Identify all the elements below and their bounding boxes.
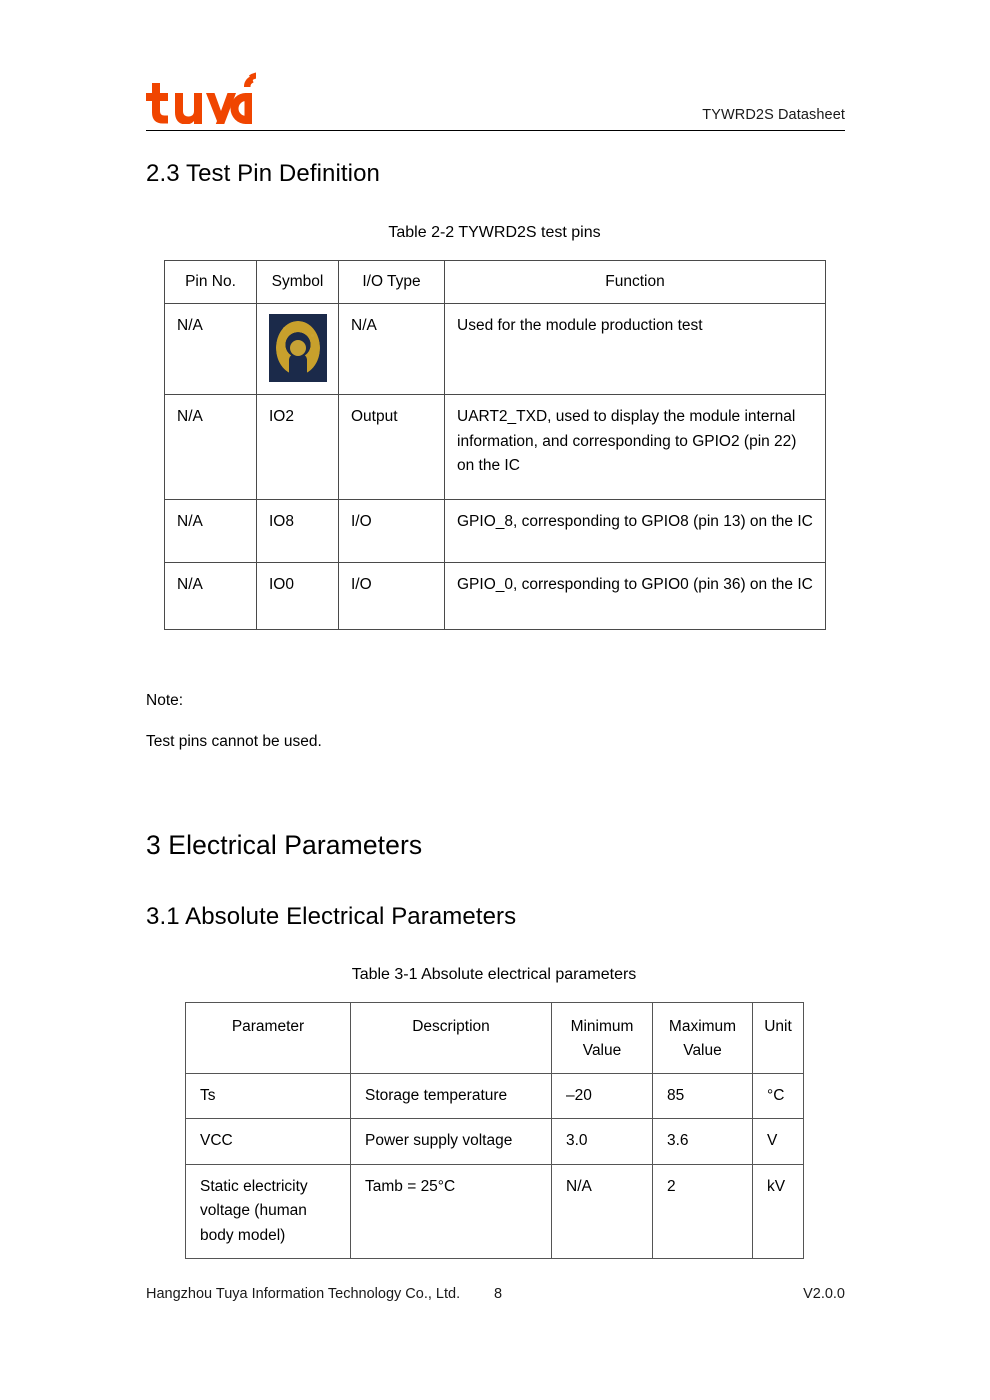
cell-maximum: 3.6 xyxy=(653,1119,753,1164)
footer-company: Hangzhou Tuya Information Technology Co., Ltd. xyxy=(146,1286,461,1302)
cell-description: Storage temperature xyxy=(351,1073,552,1118)
cell-maximum: 2 xyxy=(653,1164,753,1258)
cell-io-type: I/O xyxy=(339,500,445,563)
cell-symbol: IO0 xyxy=(257,563,339,630)
cell-parameter: Ts xyxy=(186,1073,351,1118)
test-pad-image xyxy=(269,314,327,382)
cell-parameter: Static electricity voltage (human body model) xyxy=(186,1164,351,1258)
cell-pin-no: N/A xyxy=(165,563,257,630)
cell-pin-no: N/A xyxy=(165,500,257,563)
cell-maximum: 85 xyxy=(653,1073,753,1118)
page-header xyxy=(146,72,845,132)
cell-parameter: VCC xyxy=(186,1119,351,1164)
cell-io-type: N/A xyxy=(339,304,445,395)
table-absolute-electrical-parameters xyxy=(185,1002,804,1259)
minimum-line-1: Minimum xyxy=(570,1018,634,1035)
table-row xyxy=(186,1073,804,1118)
cell-symbol: IO8 xyxy=(257,500,339,563)
heading-electrical-parameters: 3 Electrical Parameters xyxy=(146,830,423,860)
table-2-2-caption: Table 2-2 TYWRD2S test pins xyxy=(388,224,601,241)
column-header-description: Description xyxy=(351,1003,552,1074)
table-header-row xyxy=(165,261,826,304)
column-header-io-type: I/O Type xyxy=(339,261,445,304)
table-row xyxy=(165,563,826,630)
cell-pin-no: N/A xyxy=(165,304,257,395)
column-header-unit: Unit xyxy=(753,1003,804,1074)
table-row xyxy=(165,500,826,563)
column-header-pin-no: Pin No. xyxy=(165,261,257,304)
footer-version: V2.0.0 xyxy=(803,1286,845,1302)
table-row xyxy=(186,1119,804,1164)
table-header-row xyxy=(186,1003,804,1074)
page-footer xyxy=(146,1286,845,1306)
pad-ring-gap xyxy=(289,354,307,382)
note-text: Test pins cannot be used. xyxy=(146,733,322,750)
cell-io-type: I/O xyxy=(339,563,445,630)
cell-pin-no: N/A xyxy=(165,395,257,500)
cell-function: Used for the module production test xyxy=(445,304,826,395)
footer-page-number: 8 xyxy=(494,1286,503,1302)
column-header-function: Function xyxy=(445,261,826,304)
table-row xyxy=(186,1164,804,1258)
cell-symbol-image xyxy=(257,304,339,395)
column-header-parameter: Parameter xyxy=(186,1003,351,1074)
cell-description: Tamb = 25°C xyxy=(351,1164,552,1258)
table-3-1-caption: Table 3-1 Absolute electrical parameters xyxy=(351,966,637,983)
maximum-line-1: Maximum xyxy=(668,1018,737,1035)
cell-description: Power supply voltage xyxy=(351,1119,552,1164)
heading-absolute-electrical-parameters: 3.1 Absolute Electrical Parameters xyxy=(146,903,517,930)
heading-test-pin-definition: 2.3 Test Pin Definition xyxy=(146,160,380,187)
header-document-title: TYWRD2S Datasheet xyxy=(702,107,845,123)
table-test-pins xyxy=(164,260,826,630)
table-row xyxy=(165,395,826,500)
cell-minimum: N/A xyxy=(552,1164,653,1258)
note-label: Note: xyxy=(146,692,184,709)
maximum-line-2: Value xyxy=(683,1042,722,1060)
cell-function: UART2_TXD, used to display the module internal information, and corresponding to GPIO2 (pin 22) on the IC xyxy=(445,395,826,500)
cell-minimum: 3.0 xyxy=(552,1119,653,1164)
cell-function: GPIO_8, corresponding to GPIO8 (pin 13) on the IC xyxy=(445,500,826,563)
cell-minimum: –20 xyxy=(552,1073,653,1118)
cell-symbol: IO2 xyxy=(257,395,339,500)
table-row xyxy=(165,304,826,395)
cell-function: GPIO_0, corresponding to GPIO0 (pin 36) on the IC xyxy=(445,563,826,630)
minimum-line-2: Value xyxy=(582,1042,622,1060)
column-header-symbol: Symbol xyxy=(257,261,339,304)
cell-unit: °C xyxy=(753,1073,804,1118)
column-header-maximum-value xyxy=(653,1003,753,1074)
cell-io-type: Output xyxy=(339,395,445,500)
header-divider xyxy=(146,130,845,131)
column-header-minimum-value xyxy=(552,1003,653,1074)
cell-unit: kV xyxy=(753,1164,804,1258)
cell-unit: V xyxy=(753,1119,804,1164)
tuya-logo xyxy=(146,72,256,124)
